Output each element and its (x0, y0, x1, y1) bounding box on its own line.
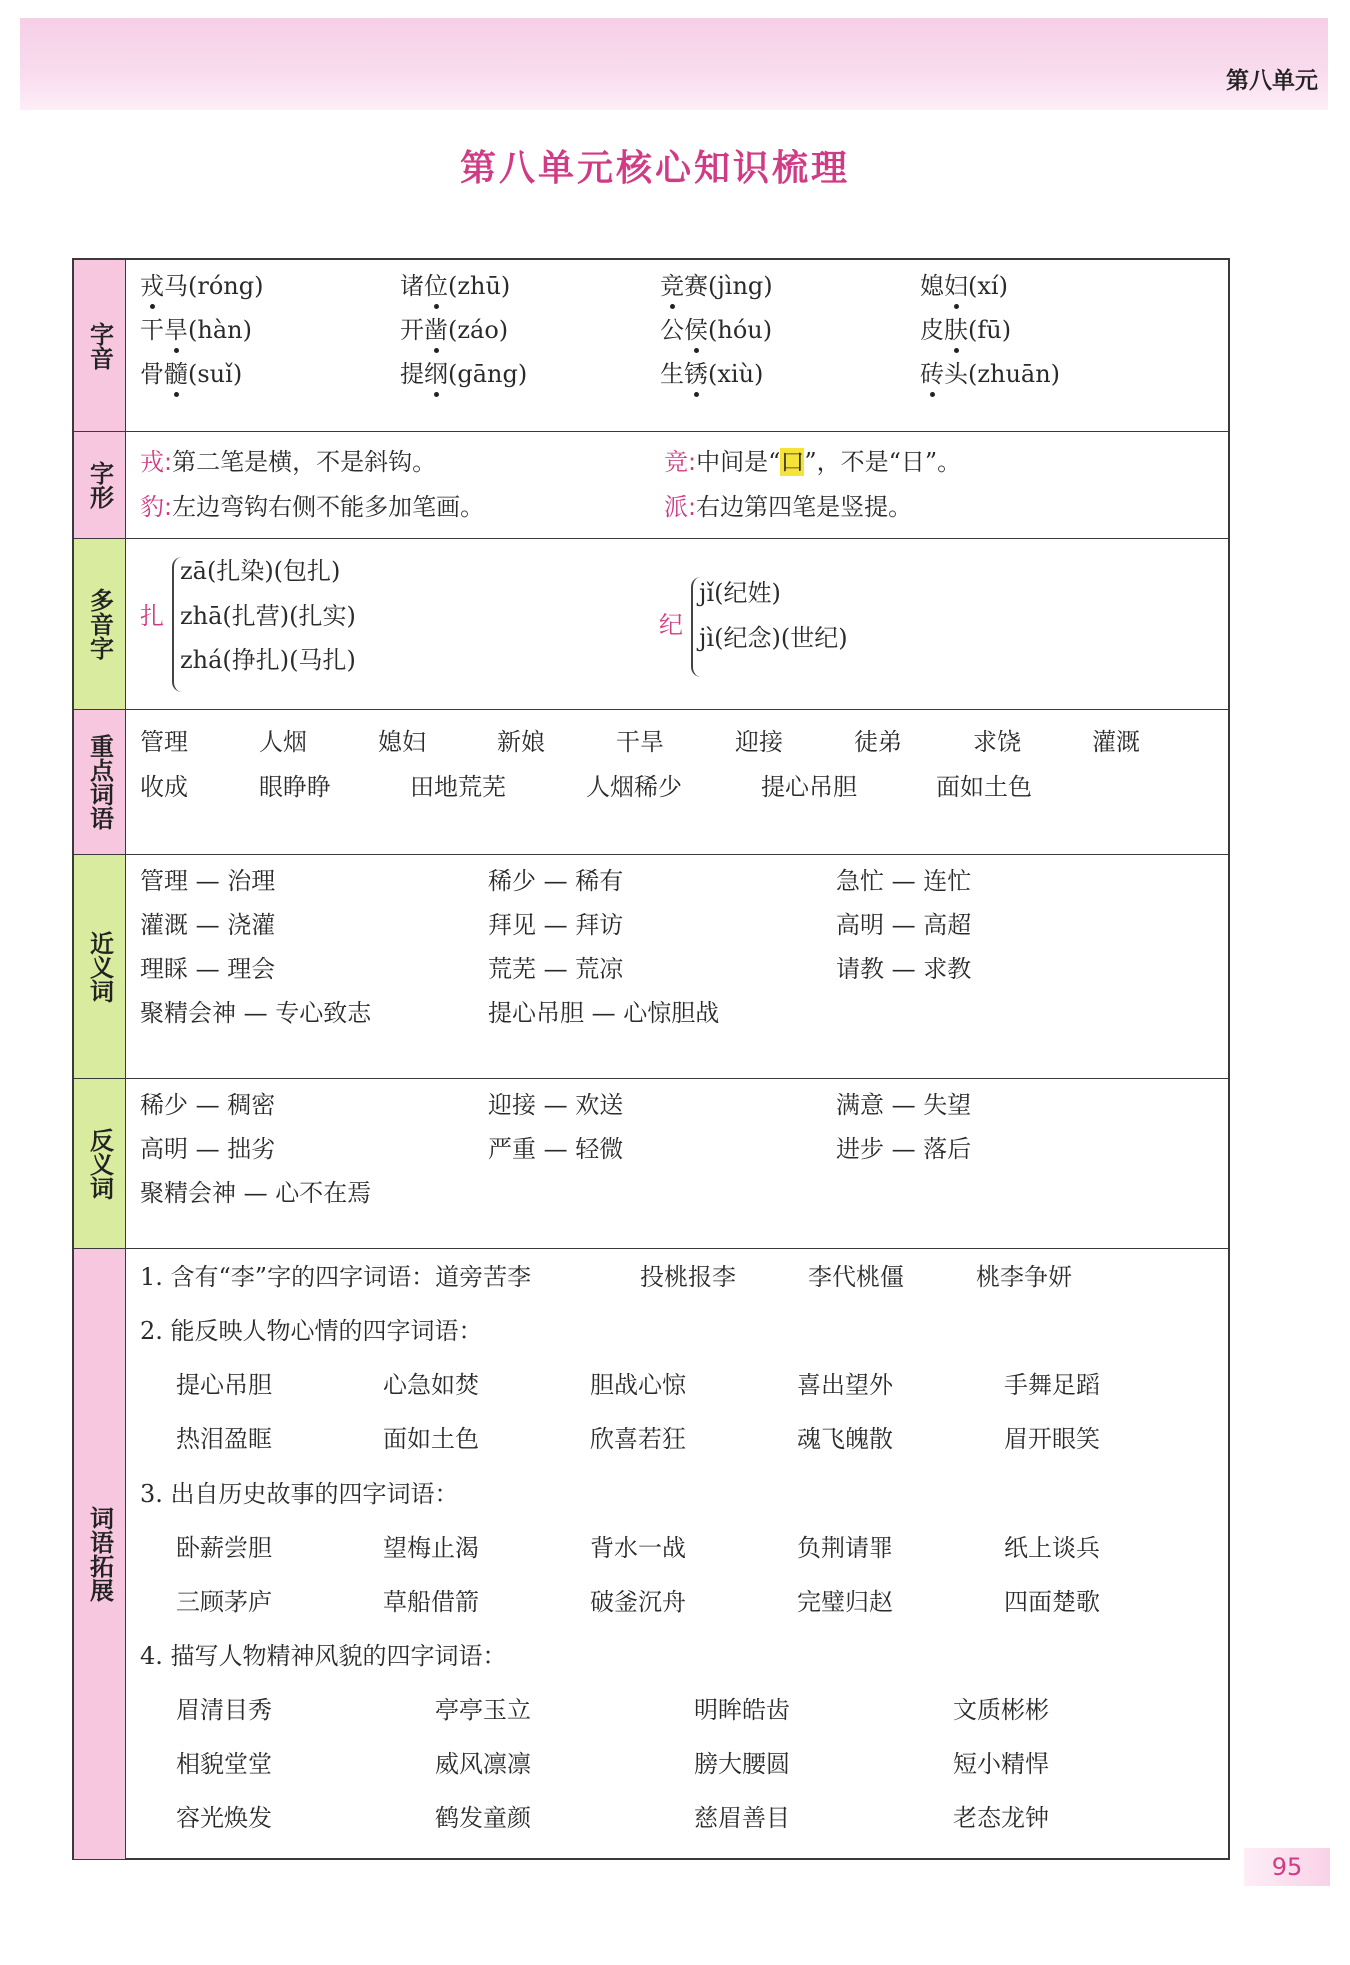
section-label: 重点词语 (74, 710, 126, 854)
idiom: 手舞足蹈 (1004, 1371, 1100, 1399)
pronunciation-item: 竞赛(jìng) (660, 272, 773, 300)
synonym-pair: 灌溉 — 浇灌 (140, 911, 276, 939)
antonym-pair: 迎接 — 欢送 (488, 1091, 624, 1119)
idiom: 鹤发童颜 (435, 1804, 531, 1832)
section-label: 词语拓展 (74, 1249, 126, 1859)
pronunciation-item: 提纲(gāng) (400, 360, 528, 388)
key-word: 提心吊胆 (761, 773, 857, 801)
idiom: 桃李争妍 (976, 1263, 1072, 1291)
synonym-pair: 高明 — 高超 (836, 911, 972, 939)
key-word: 求饶 (973, 728, 1021, 756)
idiom: 背水一战 (590, 1534, 686, 1562)
idiom: 膀大腰圆 (694, 1750, 790, 1778)
antonym-pair: 高明 — 拙劣 (140, 1135, 276, 1163)
pronunciation-item: 砖头(zhuān) (920, 360, 1061, 388)
idiom: 老态龙钟 (953, 1804, 1049, 1832)
section-key-words (74, 709, 1228, 854)
synonym-pair: 稀少 — 稀有 (488, 867, 624, 895)
glyph-note: 戎:第二笔是横，不是斜钩。 (140, 448, 437, 476)
key-word: 管理 (140, 728, 188, 756)
section-label: 多音字 (74, 539, 126, 709)
idiom: 心急如焚 (383, 1371, 479, 1399)
idiom: 眉开眼笑 (1004, 1425, 1100, 1453)
question-2: 2. 能反映人物心情的四字词语： (140, 1317, 483, 1345)
pronunciation-item: 媳妇(xí) (920, 272, 1008, 300)
key-word: 面如土色 (936, 773, 1032, 801)
section-label: 字音 (74, 260, 126, 431)
knowledge-table (72, 258, 1230, 1860)
idiom: 喜出望外 (797, 1371, 893, 1399)
idiom: 提心吊胆 (176, 1371, 272, 1399)
idiom: 威风凛凛 (435, 1750, 531, 1778)
key-word: 眼睁睁 (259, 773, 331, 801)
idiom: 卧薪尝胆 (176, 1534, 272, 1562)
reading: zhá(挣扎)(马扎) (180, 646, 356, 674)
section-duo-yin-zi (74, 538, 1228, 709)
section-zi-xing (74, 431, 1228, 538)
polyphone-char: 扎 (140, 602, 164, 630)
antonym-pair: 满意 — 失望 (836, 1091, 972, 1119)
key-word: 田地荒芜 (410, 773, 506, 801)
idiom: 纸上谈兵 (1004, 1534, 1100, 1562)
antonym-pair: 进步 — 落后 (836, 1135, 972, 1163)
reading: jǐ(纪姓) (699, 579, 781, 607)
glyph-note: 派:右边第四笔是竖提。 (664, 493, 913, 521)
antonym-pair: 聚精会神 — 心不在焉 (140, 1179, 372, 1207)
idiom: 欣喜若狂 (590, 1425, 686, 1453)
section-label: 近义词 (74, 855, 126, 1078)
section-label: 字形 (74, 432, 126, 538)
idiom: 三顾茅庐 (176, 1588, 272, 1616)
synonym-pair: 拜见 — 拜访 (488, 911, 624, 939)
idiom: 文质彬彬 (953, 1696, 1049, 1724)
glyph-note: 豹:左边弯钩右侧不能多加笔画。 (140, 493, 485, 521)
question-3: 3. 出自历史故事的四字词语： (140, 1480, 459, 1508)
section-antonyms (74, 1078, 1228, 1248)
idiom: 完璧归赵 (797, 1588, 893, 1616)
synonym-pair: 请教 — 求教 (836, 955, 972, 983)
pronunciation-item: 开凿(záo) (400, 316, 509, 344)
pronunciation-item: 皮肤(fū) (920, 316, 1012, 344)
page-title: 第八单元核心知识梳理 (459, 148, 850, 189)
section-zi-yin (74, 260, 1228, 431)
idiom: 亭亭玉立 (435, 1696, 531, 1724)
idiom: 四面楚歌 (1004, 1588, 1100, 1616)
reading: zā(扎染)(包扎) (180, 557, 341, 585)
reading: jì(纪念)(世纪) (699, 624, 848, 652)
section-label: 反义词 (74, 1079, 126, 1248)
pronunciation-item: 骨髓(suǐ) (140, 360, 243, 388)
question-4: 4. 描写人物精神风貌的四字词语： (140, 1642, 507, 1670)
idiom: 魂飞魄散 (797, 1425, 893, 1453)
header-band (20, 18, 1328, 110)
synonym-pair: 管理 — 治理 (140, 867, 276, 895)
key-word: 干旱 (616, 728, 664, 756)
idiom: 草船借箭 (383, 1588, 479, 1616)
idiom: 李代桃僵 (808, 1263, 904, 1291)
pronunciation-item: 干旱(hàn) (140, 316, 252, 344)
antonym-pair: 稀少 — 稠密 (140, 1091, 276, 1119)
section-synonyms (74, 854, 1228, 1078)
polyphone-char: 纪 (659, 611, 683, 639)
synonym-pair: 聚精会神 — 专心致志 (140, 999, 372, 1027)
idiom: 容光焕发 (176, 1804, 272, 1832)
idiom: 面如土色 (383, 1425, 479, 1453)
idiom: 负荆请罪 (797, 1534, 893, 1562)
idiom: 明眸皓齿 (694, 1696, 790, 1724)
unit-label: 第八单元 (1226, 68, 1318, 94)
idiom: 破釜沉舟 (590, 1588, 686, 1616)
key-word: 人烟 (259, 728, 307, 756)
key-word: 迎接 (735, 728, 783, 756)
reading: zhā(扎营)(扎实) (180, 602, 356, 630)
idiom: 慈眉善目 (694, 1804, 790, 1832)
antonym-pair: 严重 — 轻微 (488, 1135, 624, 1163)
key-word: 收成 (140, 773, 188, 801)
synonym-pair: 急忙 — 连忙 (836, 867, 972, 895)
idiom: 胆战心惊 (590, 1371, 686, 1399)
idiom: 短小精悍 (953, 1750, 1049, 1778)
pronunciation-item: 生锈(xiù) (660, 360, 764, 388)
key-word: 新娘 (497, 728, 545, 756)
idiom: 热泪盈眶 (176, 1425, 272, 1453)
key-word: 人烟稀少 (586, 773, 682, 801)
synonym-pair: 荒芜 — 荒凉 (488, 955, 624, 983)
glyph-note: 竞:中间是“口”，不是“日”。 (664, 448, 962, 476)
idiom: 投桃报李 (640, 1263, 736, 1291)
key-word: 灌溉 (1092, 728, 1140, 756)
section-word-expansion (74, 1248, 1228, 1859)
question-1: 1. 含有“李”字的四字词语：道旁苦李 (140, 1263, 532, 1291)
synonym-pair: 提心吊胆 — 心惊胆战 (488, 999, 720, 1027)
idiom: 相貌堂堂 (176, 1750, 272, 1778)
idiom: 望梅止渴 (383, 1534, 479, 1562)
key-word: 媳妇 (378, 728, 426, 756)
page-number: 95 (1244, 1848, 1330, 1886)
highlighted-char: 口 (780, 448, 805, 476)
synonym-pair: 理睬 — 理会 (140, 955, 276, 983)
idiom: 眉清目秀 (176, 1696, 272, 1724)
pronunciation-item: 诸位(zhū) (400, 272, 511, 300)
key-word: 徒弟 (854, 728, 902, 756)
pronunciation-item: 公侯(hóu) (660, 316, 773, 344)
pronunciation-item: 戎马(róng) (140, 272, 264, 300)
